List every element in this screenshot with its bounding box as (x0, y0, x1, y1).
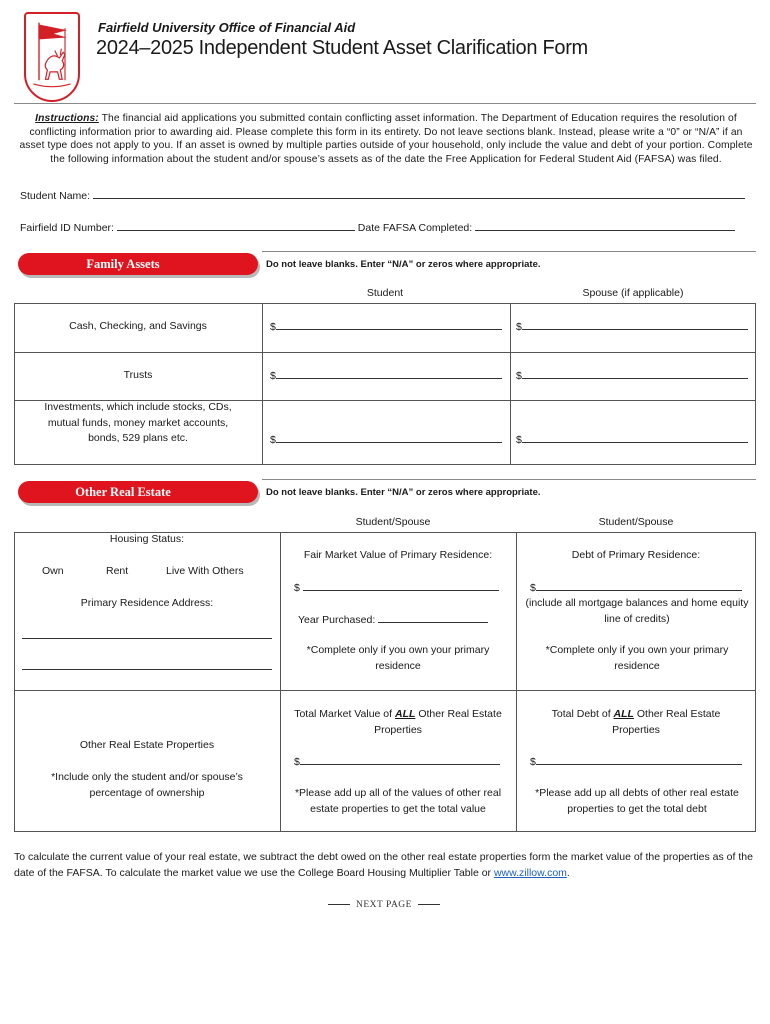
primary-address-label: Primary Residence Address: (80, 597, 214, 609)
grid-line (516, 532, 517, 832)
fairfield-id-field[interactable] (117, 220, 355, 231)
debt-primary-label: Debt of Primary Residence: (571, 549, 701, 561)
all-emphasis: ALL (613, 708, 634, 720)
grid-line (262, 303, 263, 465)
option-live-with-others[interactable]: Live With Others (166, 565, 244, 577)
re-col1-header: Student/Spouse (355, 516, 431, 528)
re-col2-header: Student/Spouse (598, 516, 674, 528)
col-student-header: Student (366, 287, 404, 299)
add-debts-note: *Please add up all debts of other real estate properties to get the total debt (535, 787, 739, 815)
next-page-label: NEXT PAGE (356, 900, 412, 910)
total-market-field[interactable] (294, 754, 500, 771)
real-estate-note: Do not leave blanks. Enter “N/A” or zeros where appropriate. (266, 487, 541, 498)
dollar-sign: $ (516, 321, 522, 333)
total-market-label (290, 707, 506, 738)
header-divider (14, 103, 756, 104)
complete-if-own-note-2: *Complete only if you own your primary residence (545, 644, 729, 672)
next-page-marker (322, 900, 446, 910)
total-market-suffix: Other Real Estate Properties (374, 708, 502, 736)
dollar-sign: $ (270, 434, 276, 446)
year-purchased-row (298, 612, 488, 629)
date-fafsa-label: Date FAFSA Completed: (357, 222, 473, 234)
date-fafsa-field[interactable] (475, 220, 735, 231)
student-cash-field[interactable] (270, 319, 502, 336)
student-name-field[interactable] (93, 188, 745, 199)
family-assets-note: Do not leave blanks. Enter “N/A” or zeros where appropriate. (266, 259, 541, 270)
option-own[interactable]: Own (42, 565, 64, 577)
student-name-row (20, 188, 745, 202)
year-purchased-label: Year Purchased: (298, 614, 376, 626)
option-rent[interactable]: Rent (106, 565, 129, 577)
dollar-sign: $ (516, 434, 522, 446)
student-name-label: Student Name: (20, 190, 91, 202)
other-props-label: Other Real Estate Properties (79, 739, 215, 751)
section-rule (262, 251, 756, 252)
real-estate-heading: Other Real Estate (18, 481, 258, 503)
office-name: Fairfield University Office of Financial Aid (98, 20, 356, 35)
grid-line (14, 352, 756, 353)
dollar-sign: $ (294, 756, 300, 768)
family-assets-heading: Family Assets (18, 253, 258, 275)
student-trusts-field[interactable] (270, 368, 502, 385)
footer-end: . (566, 867, 570, 879)
section-rule (262, 479, 756, 480)
row-investments-label: Investments, which include stocks, CDs, mutual funds, money market accounts, bonds, 529 plans etc. (44, 401, 232, 444)
student-investments-field[interactable] (270, 432, 502, 449)
row-cash-label: Cash, Checking, and Savings (69, 320, 207, 332)
grid-line (510, 303, 511, 465)
total-debt-prefix: Total Debt of (551, 708, 614, 720)
footer-paragraph (14, 849, 754, 881)
stag-crest-icon (26, 14, 78, 100)
dollar-sign: $ (294, 582, 300, 594)
spouse-cash-field[interactable] (516, 319, 748, 336)
total-market-prefix: Total Market Value of (294, 708, 395, 720)
add-values-note: *Please add up all of the values of other real estate properties to get the total value (294, 787, 502, 815)
total-debt-field[interactable] (530, 754, 742, 771)
instructions (18, 112, 754, 166)
all-emphasis: ALL (394, 708, 416, 720)
debt-primary-field[interactable] (530, 580, 742, 597)
dollar-sign: $ (530, 756, 536, 768)
total-debt-label (530, 707, 742, 738)
fmv-primary-field[interactable] (294, 580, 499, 597)
grid-line (14, 690, 756, 691)
id-date-row (20, 220, 735, 234)
fairfield-id-label: Fairfield ID Number: (20, 222, 114, 234)
instructions-text: The financial aid applications you submitted contain conflicting asset information. The Department of Education requires the resolution of conflicting information prior to awarding aid. Please complete this form in its entirety. Do not leave sections blank. Instead, please write a “0” or “N/A” if an asset type does not apply to you. If an asset is owned by multiple parties outside of your household, only include the value and debt of your portion. Complete the following information about the student and/or spouse’s assets as of the date the Free Application for Federal Student Aid (FAFSA) was filed. (19, 113, 753, 165)
housing-status-label: Housing Status: (109, 533, 185, 545)
footer-text: To calculate the current value of your real estate, we subtract the debt owed on the other real estate properties form the market value of the properties as of the date of the FAFSA. To calculate the market value we use the College Board Housing Multiplier Table or (14, 851, 753, 879)
grid-line (280, 532, 281, 832)
include-only-note: *Include only the student and/or spouse’s percentage of ownership (51, 771, 243, 799)
page-title: 2024–2025 Independent Student Asset Clarification Form (96, 37, 588, 59)
year-purchased-field[interactable] (378, 612, 488, 623)
complete-if-own-note: *Complete only if you own your primary residence (306, 644, 490, 672)
dollar-sign: $ (270, 370, 276, 382)
col-spouse-header: Spouse (if applicable) (582, 287, 684, 299)
spouse-trusts-field[interactable] (516, 368, 748, 385)
include-mortgage-note: (include all mortgage balances and home equity line of credits) (525, 597, 749, 625)
dollar-sign: $ (270, 321, 276, 333)
zillow-link[interactable]: www.zillow.com (493, 867, 567, 879)
dollar-sign: $ (516, 370, 522, 382)
university-logo (24, 12, 80, 102)
fmv-primary-label: Fair Market Value of Primary Residence: (303, 549, 493, 561)
address-line-2[interactable] (22, 669, 272, 670)
dollar-sign: $ (530, 582, 536, 594)
total-debt-suffix: Other Real Estate Properties (612, 708, 721, 736)
instructions-lead: Instructions: (35, 113, 99, 124)
spouse-investments-field[interactable] (516, 432, 748, 449)
row-trusts-label: Trusts (123, 369, 153, 381)
address-line-1[interactable] (22, 638, 272, 639)
